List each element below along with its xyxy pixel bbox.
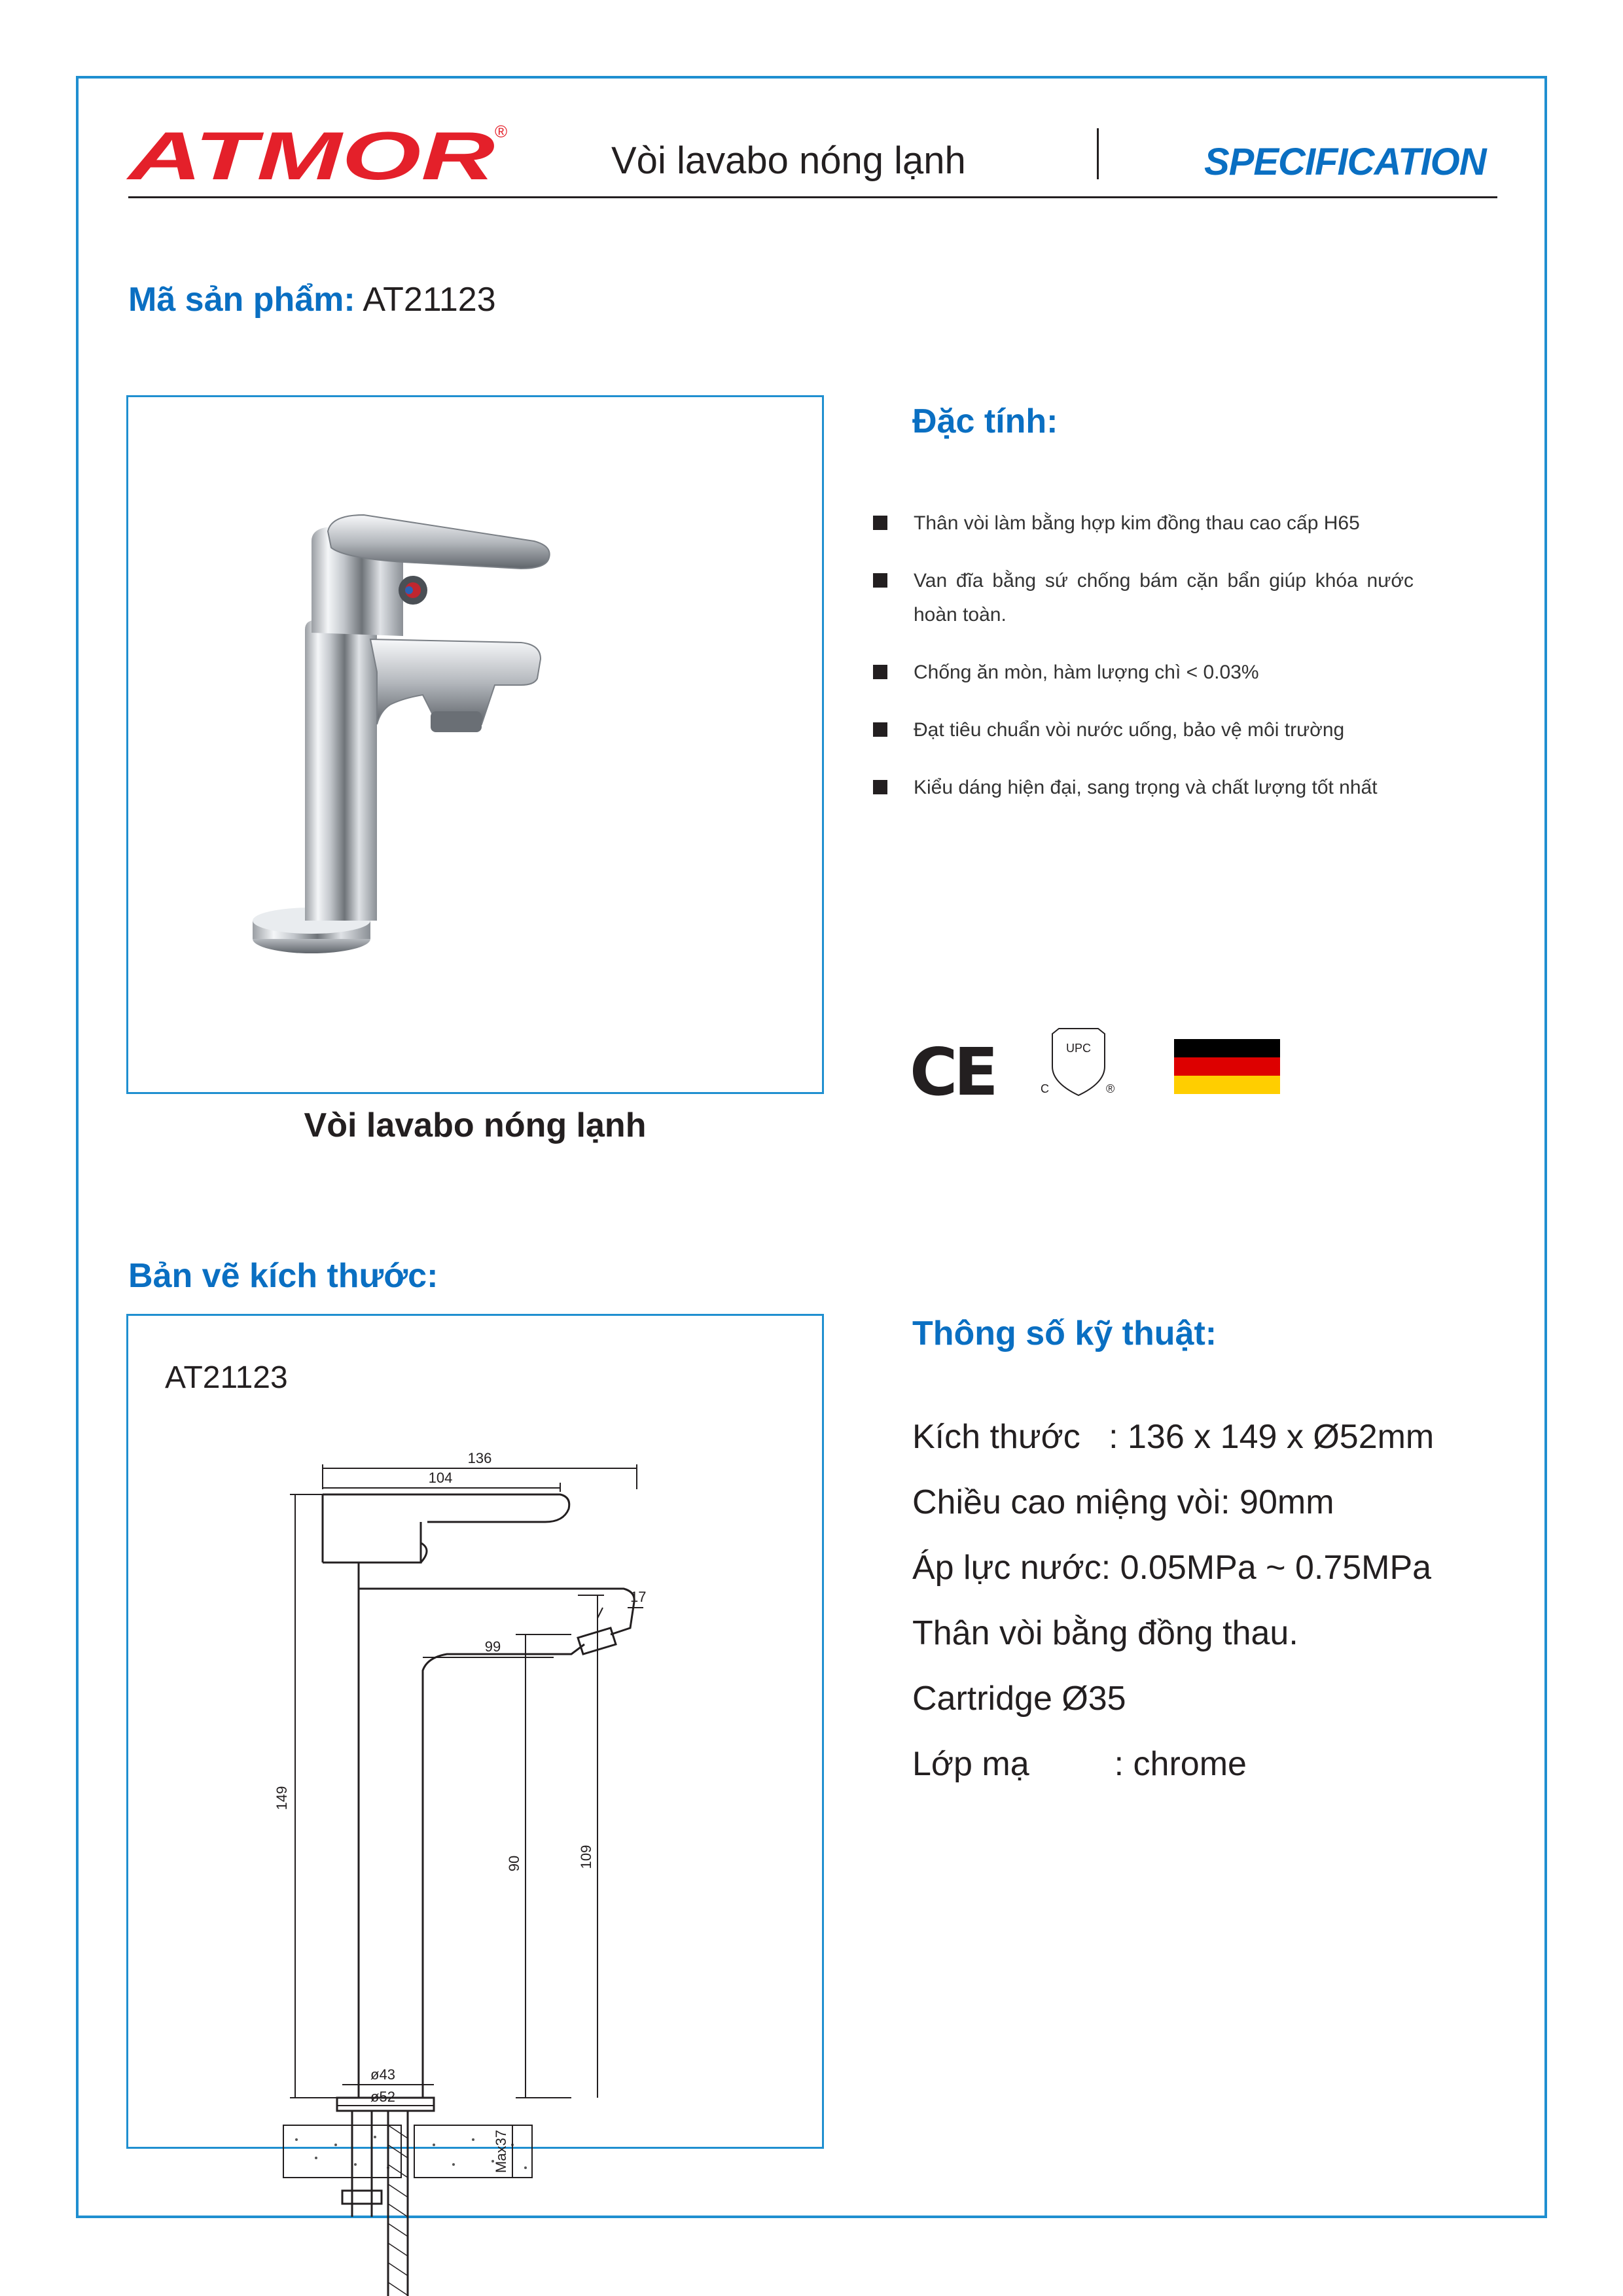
tech-spec-line: Cartridge Ø35 [912,1680,1126,1718]
features-title: Đặc tính: [912,402,1058,440]
germany-flag-icon [1174,1039,1280,1094]
dimensions-title: Bản vẽ kích thước: [128,1257,438,1295]
product-code-label: Mã sản phẩm: [128,281,355,319]
product-code [128,280,496,319]
dim-label-d43: ø43 [370,2066,395,2083]
dim-label-d52: ø52 [370,2089,395,2105]
product-code-value: AT21123 [363,281,496,319]
tech-spec-line: Kích thước : 136 x 149 x Ø52mm [912,1418,1435,1456]
bullet-icon [873,722,887,737]
bullet-icon [873,573,887,588]
bullet-icon [873,780,887,794]
feature-item: Van đĩa bằng sứ chống bám cặn bẩn giúp khóa nước hoàn toàn. [873,564,1414,632]
dim-label-99: 99 [484,1638,501,1655]
document-title: Vòi lavabo nóng lạnh [611,139,966,182]
tech-spec-line: Lớp mạ : chrome [912,1745,1247,1783]
product-image-frame [126,395,824,1094]
upc-c: C [1041,1082,1049,1095]
dim-label-149: 149 [274,1786,290,1810]
tech-specs-title: Thông số kỹ thuật: [912,1315,1217,1352]
upc-certification-icon [1039,1027,1118,1099]
header-separator [1097,128,1099,179]
bullet-icon [873,665,887,679]
dim-label-90: 90 [506,1855,522,1872]
atmor-logo [125,118,521,194]
feature-item: Chống ăn mòn, hàm lượng chì < 0.03% [873,656,1414,690]
upc-text: UPC [1065,1042,1092,1055]
dim-label-136: 136 [467,1450,492,1466]
tech-specs-list [912,1404,1434,1797]
upc-r: ® [1106,1082,1115,1095]
faucet-image [128,397,822,1092]
ce-mark-icon: CE [910,1034,995,1110]
dim-label-17: 17 [630,1589,647,1605]
product-caption: Vòi lavabo nóng lạnh [304,1106,647,1144]
dimension-drawing [126,1314,824,2174]
feature-item: Đạt tiêu chuẩn vòi nước uống, bảo vệ môi trường [873,713,1414,747]
header-rule [128,196,1497,198]
tech-spec-line: Thân vòi bằng đồng thau. [912,1614,1298,1652]
drawing-code: AT21123 [165,1360,288,1395]
specification-label: SPECIFICATION [1204,141,1486,183]
features-list [873,506,1414,828]
tech-spec-line: Chiều cao miệng vòi: 90mm [912,1483,1334,1521]
tech-spec-line: Áp lực nước: 0.05MPa ~ 0.75MPa [912,1549,1432,1587]
dim-label-max37: Max37 [493,2129,509,2174]
feature-item: Kiểu dáng hiện đại, sang trọng và chất lượng tốt nhất [873,771,1414,805]
dim-label-104: 104 [428,1470,453,1486]
bullet-icon [873,516,887,530]
feature-item: Thân vòi làm bằng hợp kim đồng thau cao cấp H65 [873,506,1414,540]
brand-name: ATMOR [125,118,495,194]
registered-mark: ® [495,122,508,141]
dim-label-109: 109 [578,1845,594,1869]
